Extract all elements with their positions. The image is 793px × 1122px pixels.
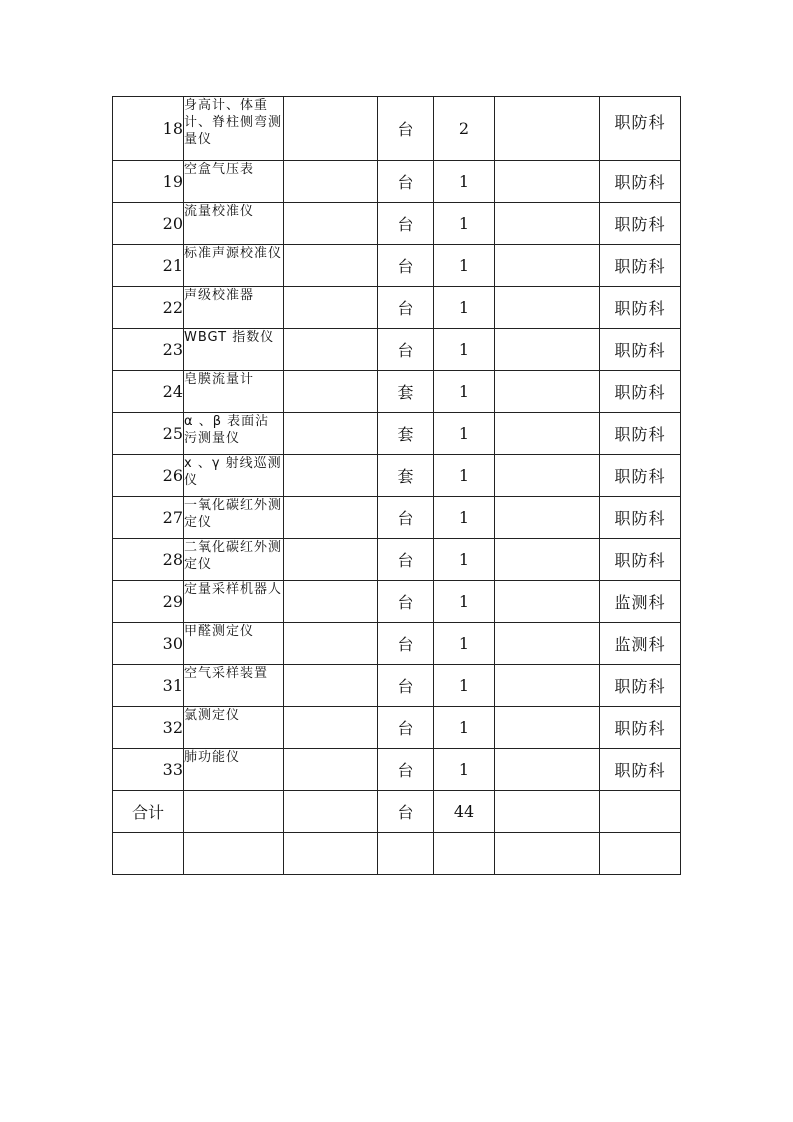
unit-cell: 台 <box>378 497 434 539</box>
table-row <box>113 161 681 203</box>
spec-cell <box>284 497 378 539</box>
table-row <box>113 623 681 665</box>
row-number: 24 <box>113 371 184 413</box>
row-number: 21 <box>113 245 184 287</box>
table-row <box>113 581 681 623</box>
spec-cell <box>284 581 378 623</box>
equipment-name: 一氧化碳红外测定仪 <box>184 497 284 539</box>
equipment-name: 皂膜流量计 <box>184 371 284 413</box>
spec-cell <box>284 203 378 245</box>
row-number: 19 <box>113 161 184 203</box>
equipment-name: 空盒气压表 <box>184 161 284 203</box>
table-row <box>113 245 681 287</box>
table-row <box>113 329 681 371</box>
unit-cell: 套 <box>378 455 434 497</box>
total-qty: 44 <box>434 791 495 833</box>
equipment-name: 声级校准器 <box>184 287 284 329</box>
note-cell <box>495 455 600 497</box>
empty-cell <box>113 833 184 875</box>
total-dept-cell <box>600 791 681 833</box>
row-number: 29 <box>113 581 184 623</box>
unit-cell: 台 <box>378 245 434 287</box>
table-row <box>113 539 681 581</box>
spec-cell <box>284 287 378 329</box>
empty-cell <box>378 833 434 875</box>
note-cell <box>495 749 600 791</box>
row-number: 28 <box>113 539 184 581</box>
total-unit: 台 <box>378 791 434 833</box>
equipment-name: WBGT 指数仪 <box>184 329 284 371</box>
equipment-name: 流量校准仪 <box>184 203 284 245</box>
note-cell <box>495 413 600 455</box>
empty-cell <box>434 833 495 875</box>
table-row <box>113 707 681 749</box>
spec-cell <box>284 539 378 581</box>
note-cell <box>495 203 600 245</box>
unit-cell: 台 <box>378 97 434 161</box>
table-row <box>113 287 681 329</box>
department-cell: 职防科 <box>600 287 681 329</box>
note-cell <box>495 287 600 329</box>
total-name-cell <box>184 791 284 833</box>
department-cell: 职防科 <box>600 707 681 749</box>
quantity-cell: 1 <box>434 455 495 497</box>
unit-cell: 台 <box>378 161 434 203</box>
quantity-cell: 1 <box>434 413 495 455</box>
equipment-name: 二氧化碳红外测定仪 <box>184 539 284 581</box>
department-cell: 职防科 <box>600 455 681 497</box>
note-cell <box>495 623 600 665</box>
equipment-name: 空气采样装置 <box>184 665 284 707</box>
unit-cell: 台 <box>378 623 434 665</box>
spec-cell <box>284 707 378 749</box>
quantity-cell: 1 <box>434 707 495 749</box>
equipment-name: 定量采样机器人 <box>184 581 284 623</box>
table-row <box>113 455 681 497</box>
empty-cell <box>600 833 681 875</box>
department-cell: 监测科 <box>600 623 681 665</box>
unit-cell: 台 <box>378 749 434 791</box>
unit-cell: 套 <box>378 371 434 413</box>
quantity-cell: 1 <box>434 161 495 203</box>
empty-cell <box>495 833 600 875</box>
spec-cell <box>284 455 378 497</box>
quantity-cell: 1 <box>434 539 495 581</box>
table-row <box>113 497 681 539</box>
quantity-cell: 1 <box>434 581 495 623</box>
note-cell <box>495 97 600 161</box>
equipment-name: 身高计、体重计、脊柱侧弯测量仪 <box>184 97 284 161</box>
empty-cell <box>184 833 284 875</box>
note-cell <box>495 329 600 371</box>
note-cell <box>495 581 600 623</box>
spec-cell <box>284 245 378 287</box>
total-blank-cell <box>284 791 378 833</box>
department-cell: 监测科 <box>600 581 681 623</box>
equipment-name: 标准声源校准仪 <box>184 245 284 287</box>
row-number: 31 <box>113 665 184 707</box>
department-cell: 职防科 <box>600 329 681 371</box>
equipment-name: 肺功能仪 <box>184 749 284 791</box>
department-cell: 职防科 <box>600 665 681 707</box>
department-cell: 职防科 <box>600 161 681 203</box>
quantity-cell: 2 <box>434 97 495 161</box>
row-number: 27 <box>113 497 184 539</box>
quantity-cell: 1 <box>434 665 495 707</box>
unit-cell: 套 <box>378 413 434 455</box>
unit-cell: 台 <box>378 665 434 707</box>
note-cell <box>495 371 600 413</box>
row-number: 25 <box>113 413 184 455</box>
row-number: 23 <box>113 329 184 371</box>
unit-cell: 台 <box>378 287 434 329</box>
table-row <box>113 413 681 455</box>
note-cell <box>495 665 600 707</box>
quantity-cell: 1 <box>434 749 495 791</box>
empty-row <box>113 833 681 875</box>
table-row <box>113 371 681 413</box>
unit-cell: 台 <box>378 581 434 623</box>
table-row <box>113 749 681 791</box>
spec-cell <box>284 161 378 203</box>
row-number: 20 <box>113 203 184 245</box>
row-number: 18 <box>113 97 184 161</box>
spec-cell <box>284 371 378 413</box>
note-cell <box>495 707 600 749</box>
table-row <box>113 665 681 707</box>
spec-cell <box>284 623 378 665</box>
department-cell: 职防科 <box>600 539 681 581</box>
department-cell: 职防科 <box>600 245 681 287</box>
quantity-cell: 1 <box>434 245 495 287</box>
department-cell: 职防科 <box>600 371 681 413</box>
quantity-cell: 1 <box>434 497 495 539</box>
empty-cell <box>284 833 378 875</box>
department-cell: 职防科 <box>600 97 681 161</box>
unit-cell: 台 <box>378 707 434 749</box>
department-cell: 职防科 <box>600 749 681 791</box>
equipment-name: 氯测定仪 <box>184 707 284 749</box>
quantity-cell: 1 <box>434 371 495 413</box>
note-cell <box>495 245 600 287</box>
department-cell: 职防科 <box>600 203 681 245</box>
equipment-name: 甲醛测定仪 <box>184 623 284 665</box>
spec-cell <box>284 749 378 791</box>
quantity-cell: 1 <box>434 287 495 329</box>
unit-cell: 台 <box>378 539 434 581</box>
row-number: 33 <box>113 749 184 791</box>
department-cell: 职防科 <box>600 497 681 539</box>
quantity-cell: 1 <box>434 623 495 665</box>
spec-cell <box>284 665 378 707</box>
total-row <box>113 791 681 833</box>
row-number: 30 <box>113 623 184 665</box>
equipment-name: x 、γ 射线巡测仪 <box>184 455 284 497</box>
table-row <box>113 97 681 161</box>
department-cell: 职防科 <box>600 413 681 455</box>
row-number: 22 <box>113 287 184 329</box>
row-number: 26 <box>113 455 184 497</box>
total-label: 合计 <box>113 791 184 833</box>
spec-cell <box>284 413 378 455</box>
row-number: 32 <box>113 707 184 749</box>
total-blank-cell-2 <box>495 791 600 833</box>
spec-cell <box>284 97 378 161</box>
quantity-cell: 1 <box>434 329 495 371</box>
quantity-cell: 1 <box>434 203 495 245</box>
spec-cell <box>284 329 378 371</box>
table-row <box>113 203 681 245</box>
equipment-name: α 、β 表面沾污测量仪 <box>184 413 284 455</box>
unit-cell: 台 <box>378 329 434 371</box>
note-cell <box>495 497 600 539</box>
unit-cell: 台 <box>378 203 434 245</box>
note-cell <box>495 539 600 581</box>
equipment-table <box>112 96 681 875</box>
equipment-table-body <box>113 97 681 875</box>
note-cell <box>495 161 600 203</box>
